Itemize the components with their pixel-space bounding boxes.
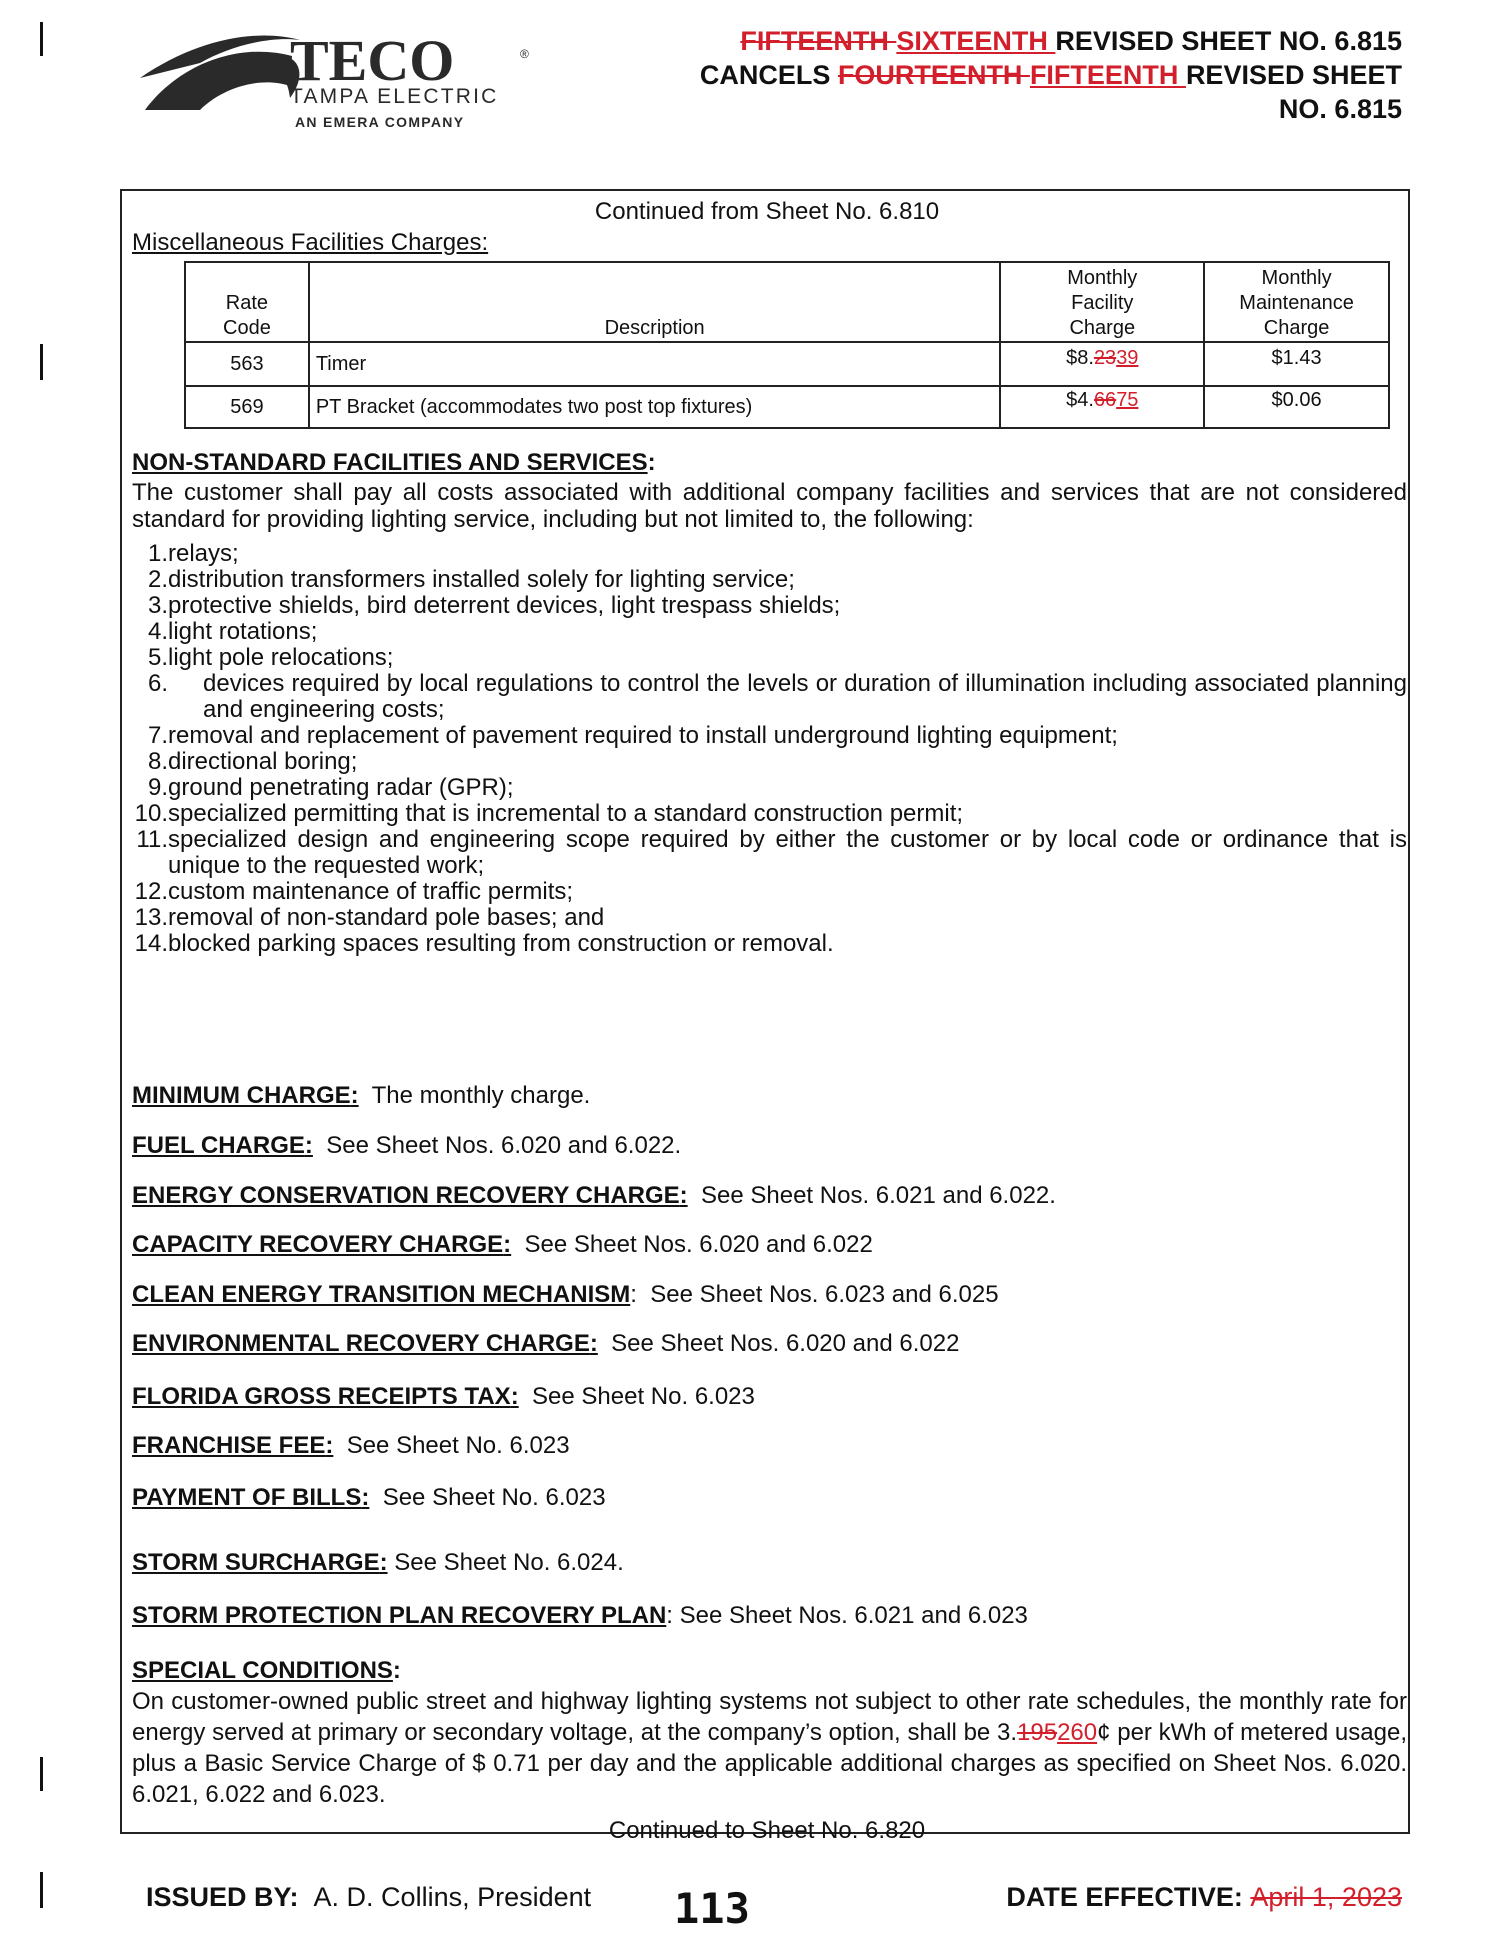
list-item: 7. removal and replacement of pavement required to install underground lighting equipment; bbox=[147, 722, 1118, 749]
continued-from: Continued from Sheet No. 6.810 bbox=[594, 198, 940, 225]
svg-text:AN EMERA COMPANY: AN EMERA COMPANY bbox=[295, 114, 465, 130]
header-facility-charge: Monthly Facility Charge bbox=[1000, 262, 1204, 342]
header-line-2: CANCELS FOURTEENTH FIFTEENTH REVISED SHEET bbox=[699, 60, 1402, 90]
list-item: 11. specialized design and engineering scope required by either the customer or by local code or ordinance that is unique to the requested work; bbox=[136, 826, 1407, 879]
list-item: 3. protective shields, bird deterrent devices, light trespass shields; bbox=[147, 592, 841, 619]
ref-storm-surcharge: STORM SURCHARGE: See Sheet No. 6.024. bbox=[132, 1549, 624, 1576]
svg-text:TAMPA ELECTRIC: TAMPA ELECTRIC bbox=[290, 85, 499, 108]
ref-energy-conservation: ENERGY CONSERVATION RECOVERY CHARGE: See Sheet Nos. 6.021 and 6.022. bbox=[132, 1182, 1056, 1209]
ref-capacity-recovery: CAPACITY RECOVERY CHARGE: See Sheet Nos. 6.020 and 6.022 bbox=[132, 1231, 873, 1258]
misc-facilities-title: Miscellaneous Facilities Charges: bbox=[132, 229, 489, 256]
issued-by: ISSUED BY: A. D. Collins, President bbox=[146, 1882, 592, 1912]
list-item: 4. light rotations; bbox=[147, 618, 318, 645]
table-row: 569 PT Bracket (accommodates two post top fixtures) $4.6675 $0.06 bbox=[185, 386, 1389, 428]
nonstandard-section bbox=[132, 447, 1407, 533]
special-conditions-title: SPECIAL CONDITIONS: bbox=[132, 1657, 401, 1684]
ref-minimum-charge: MINIMUM CHARGE: The monthly charge. bbox=[132, 1082, 591, 1109]
sheet-number-header bbox=[700, 24, 1402, 126]
list-item: 5. light pole relocations; bbox=[147, 644, 394, 671]
date-effective: DATE EFFECTIVE: April 1, 2023 bbox=[1006, 1882, 1402, 1912]
special-conditions bbox=[132, 1655, 1407, 1810]
list-item: 13. removal of non-standard pole bases; and bbox=[134, 904, 605, 931]
ref-storm-protection: STORM PROTECTION PLAN RECOVERY PLAN: See Sheet Nos. 6.021 and 6.023 bbox=[132, 1602, 1028, 1629]
continued-to: Continued to Sheet No. 6.820 bbox=[608, 1817, 926, 1844]
ref-clean-energy: CLEAN ENERGY TRANSITION MECHANISM: See Sheet Nos. 6.023 and 6.025 bbox=[132, 1281, 999, 1308]
list-item: 8. directional boring; bbox=[147, 748, 358, 775]
logo-wordmark: TECO bbox=[290, 28, 455, 93]
ref-gross-receipts-tax: FLORIDA GROSS RECEIPTS TAX: See Sheet No. 6.023 bbox=[132, 1383, 755, 1410]
nonstandard-list bbox=[132, 541, 1407, 957]
special-conditions-text: On customer-owned public street and highway lighting systems not subject to other rate schedules, the monthly rate for energy served at primary or secondary voltage, at the company’s option, shall be 3.195260¢ per kWh of metered usage, plus a Basic Service Charge of $ 0.71 per day and the applicable additional charges as specified on Sheet Nos. 6.020. 6.021, 6.022 and 6.023. bbox=[132, 1688, 1407, 1808]
nonstandard-title: NON-STANDARD FACILITIES AND SERVICES: bbox=[132, 449, 656, 476]
header-description: Description bbox=[309, 262, 1001, 342]
ref-payment-of-bills: PAYMENT OF BILLS: See Sheet No. 6.023 bbox=[132, 1484, 606, 1511]
header-rate-code: Rate Code bbox=[185, 262, 309, 342]
list-item: 12. custom maintenance of traffic permits; bbox=[134, 878, 574, 905]
change-bar bbox=[40, 1872, 43, 1908]
tariff-sheet bbox=[120, 189, 1410, 1844]
table-row: 563 Timer $8.2339 $1.43 bbox=[185, 342, 1389, 386]
change-bar bbox=[40, 344, 43, 380]
list-item: 2. distribution transformers installed solely for lighting service; bbox=[147, 566, 795, 593]
page-number: 113 bbox=[674, 1884, 750, 1933]
header-line-1: FIFTEENTH SIXTEENTH REVISED SHEET NO. 6.815 bbox=[740, 26, 1402, 56]
nonstandard-intro: The customer shall pay all costs associated with additional company facilities and services that are not considered standard for providing lighting service, including but not limited to, the following: bbox=[132, 479, 1407, 533]
list-item: 9. ground penetrating radar (GPR); bbox=[147, 774, 514, 801]
header-maintenance-charge: Monthly Maintenance Charge bbox=[1204, 262, 1389, 342]
header-line-3: NO. 6.815 bbox=[1278, 94, 1402, 124]
change-bar bbox=[40, 22, 43, 56]
list-item: 10. specialized permitting that is incremental to a standard construction permit; bbox=[134, 800, 964, 827]
svg-text:®: ® bbox=[520, 47, 529, 61]
ref-environmental-recovery: ENVIRONMENTAL RECOVERY CHARGE: See Sheet Nos. 6.020 and 6.022 bbox=[132, 1330, 960, 1357]
list-item: 6. devices required by local regulations to control the levels or duration of illumination including associated planning and engineering costs; bbox=[147, 670, 1407, 723]
ref-franchise-fee: FRANCHISE FEE: See Sheet No. 6.023 bbox=[132, 1432, 570, 1459]
ref-fuel-charge: FUEL CHARGE: See Sheet Nos. 6.020 and 6.022. bbox=[132, 1132, 682, 1159]
teco-logo bbox=[140, 18, 580, 136]
table-header-row bbox=[185, 262, 1389, 342]
list-item: 1. relays; bbox=[147, 540, 239, 567]
facilities-charges-table bbox=[184, 261, 1390, 429]
list-item: 14. blocked parking spaces resulting from construction or removal. bbox=[134, 930, 834, 957]
change-bar bbox=[40, 1757, 43, 1791]
